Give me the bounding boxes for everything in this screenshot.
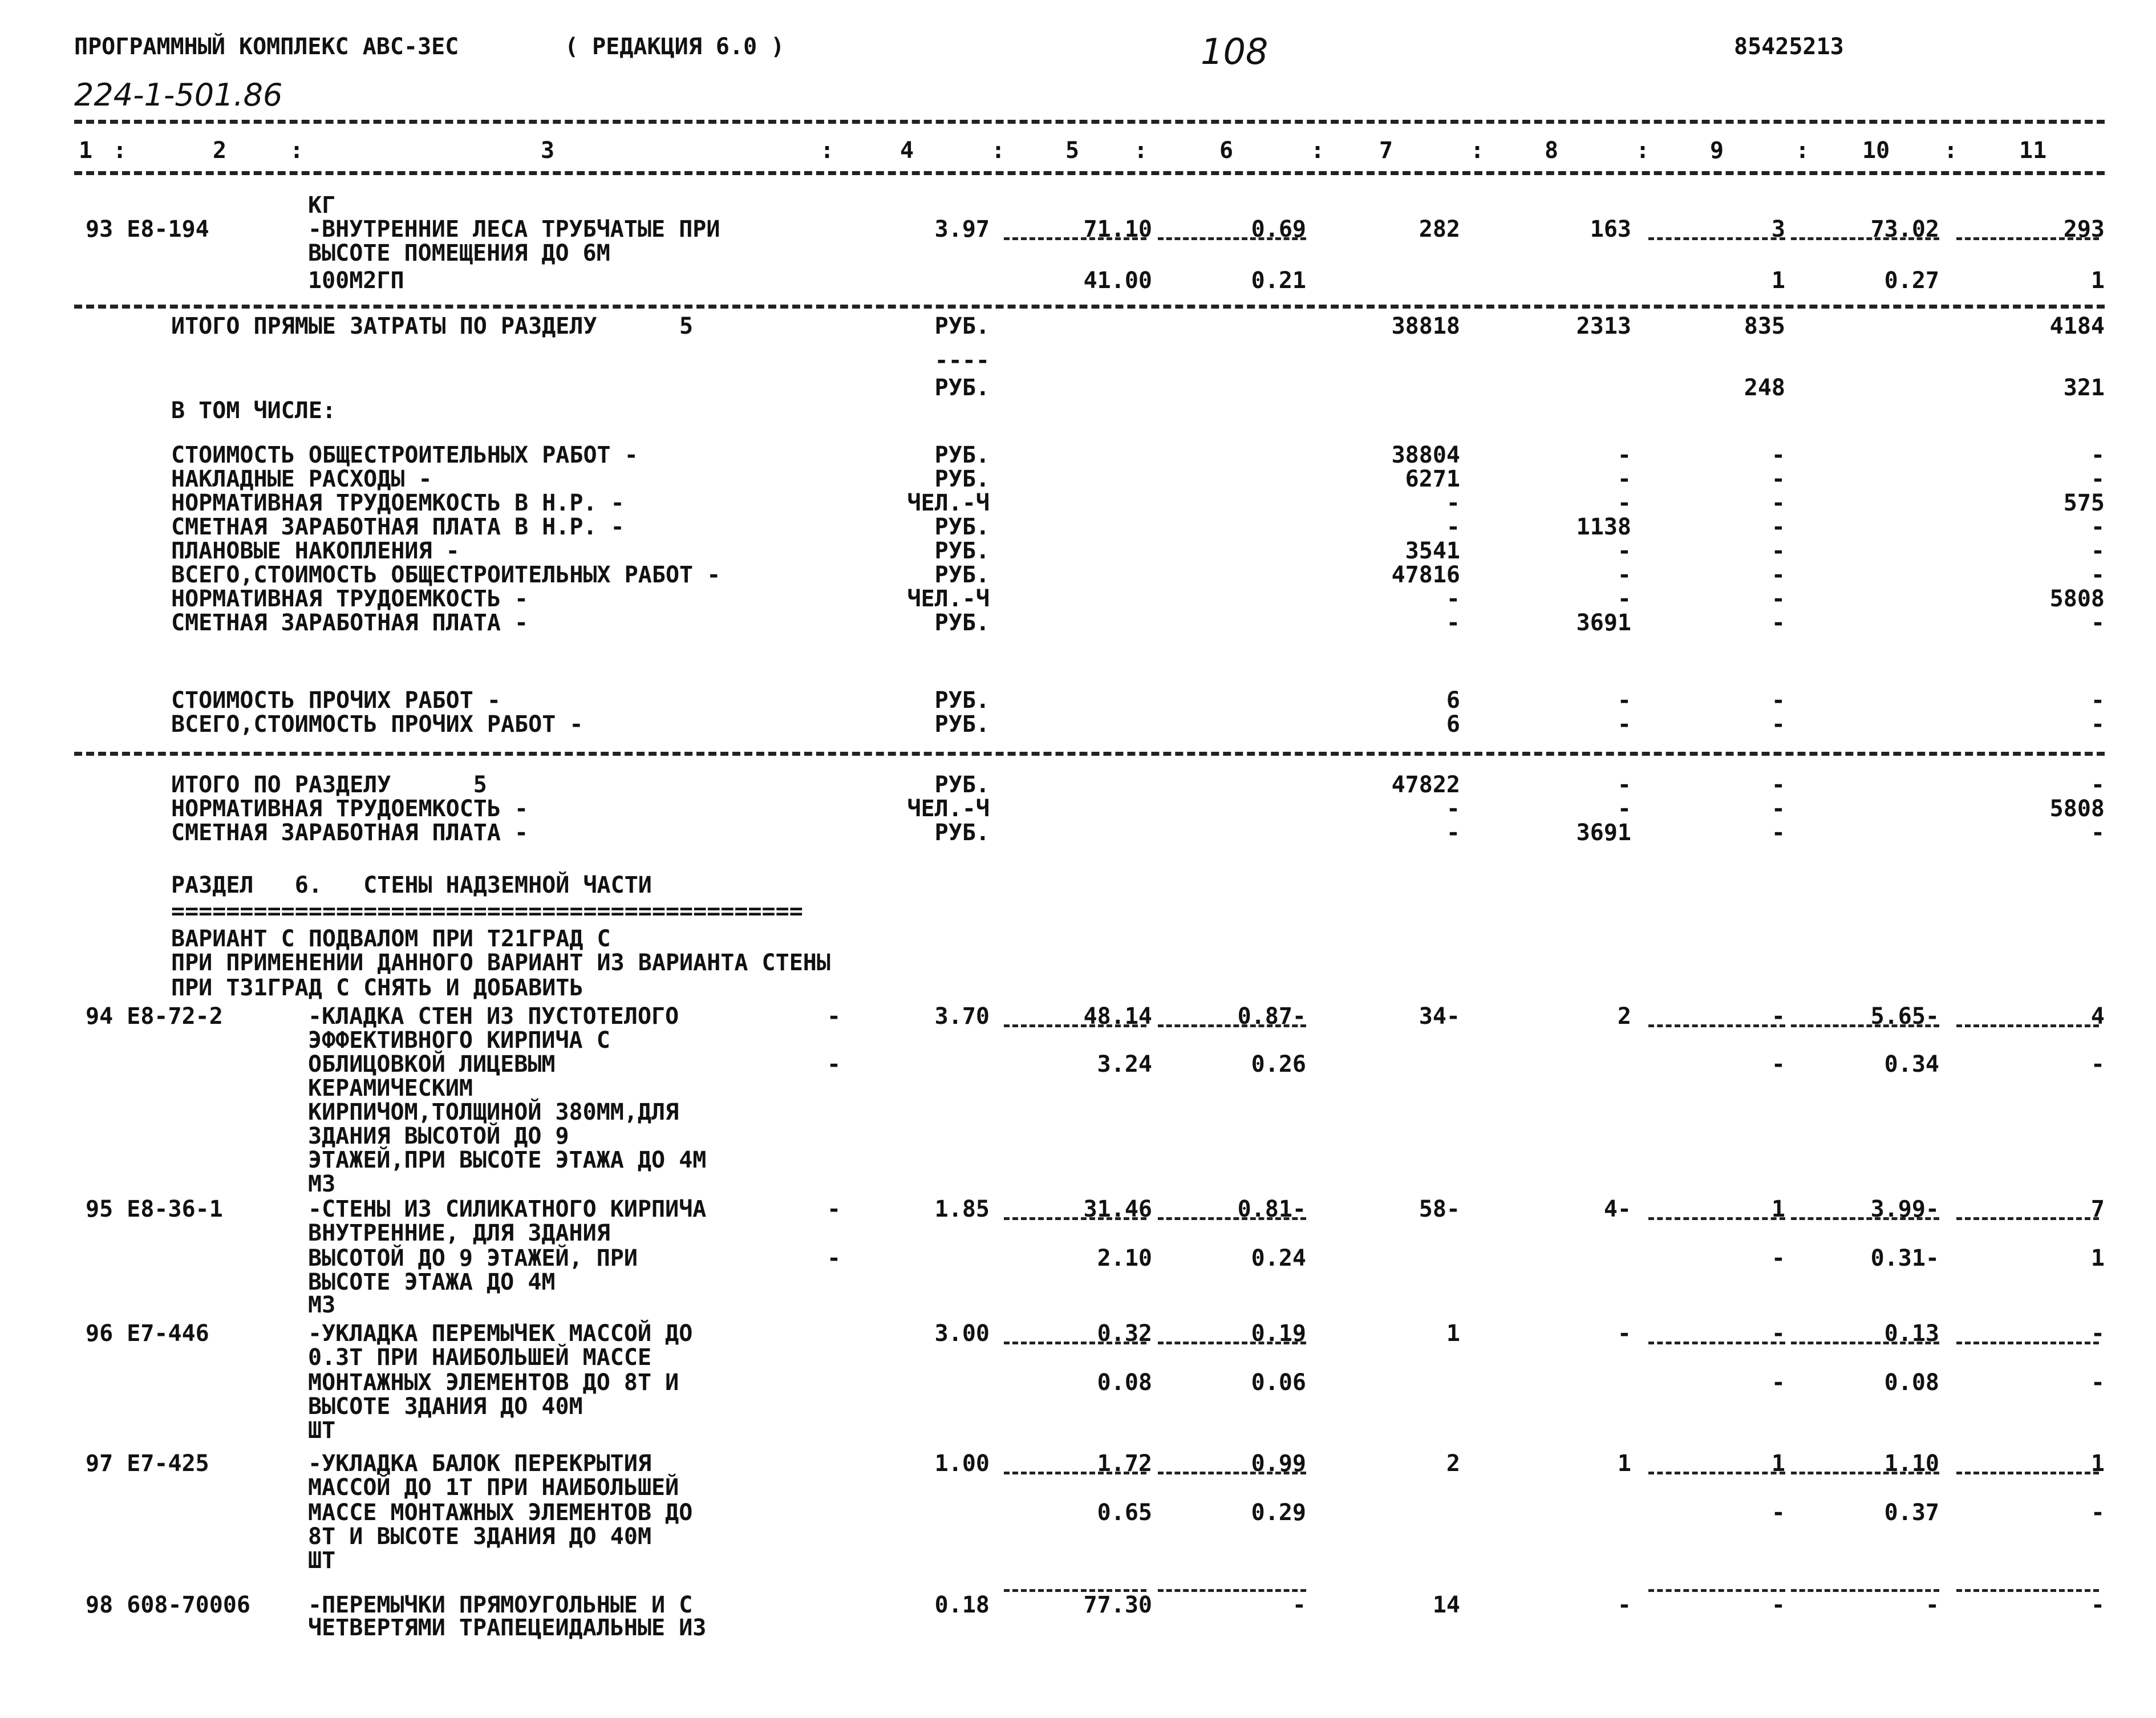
cell-col-3: ЗДАНИЯ ВЫСОТОЙ ДО 9 xyxy=(308,1123,569,1149)
cell-col-9: - xyxy=(1771,1592,1785,1618)
cell-col-8: - xyxy=(1617,490,1631,516)
row-code: 94 Е8-72-2 xyxy=(86,1003,223,1030)
cell-col-11: 1 xyxy=(2090,1450,2105,1477)
cell-col-4: РУБ. xyxy=(934,442,990,468)
cell-col-4: РУБ. xyxy=(934,610,990,636)
cell-col-4: ---- xyxy=(934,347,990,374)
cell-col-7: 1 xyxy=(1446,1320,1460,1347)
cell-col-3: КЕРАМИЧЕСКИМ xyxy=(308,1075,473,1101)
cell-col-3b: - xyxy=(827,1245,841,1271)
subtotal-separator xyxy=(1004,1217,1146,1220)
cell-col-8: 163 xyxy=(1590,216,1631,242)
cell-col-10: 0.27 xyxy=(1884,268,1939,294)
cell-col-8: 3691 xyxy=(1576,610,1631,636)
cell-col-8: 1138 xyxy=(1576,514,1631,540)
cell-col-8: - xyxy=(1617,442,1631,468)
summary-label: ПРИ Т31ГРАД С СНЯТЬ И ДОБАВИТЬ xyxy=(171,975,583,1001)
cell-col-9: - xyxy=(1771,1369,1785,1396)
subtotal-separator xyxy=(1956,237,2099,240)
cell-col-5: 0.32 xyxy=(1097,1320,1152,1347)
cell-col-4: ЧЕЛ.-Ч xyxy=(907,490,990,516)
row-code: 93 Е8-194 xyxy=(86,216,209,242)
subtotal-separator xyxy=(1004,1024,1146,1027)
cell-col-3: МАССОЙ ДО 1Т ПРИ НАИБОЛЬШЕЙ xyxy=(308,1474,679,1501)
summary-label: РАЗДЕЛ 6. СТЕНЫ НАДЗЕМНОЙ ЧАСТИ xyxy=(171,872,652,898)
summary-label: ПРИ ПРИМЕНЕНИИ ДАННОГО ВАРИАНТ ИЗ ВАРИАНТА СТЕНЫ xyxy=(171,950,830,976)
cell-col-10: 0.08 xyxy=(1884,1369,1939,1396)
cell-col-9: - xyxy=(1771,1320,1785,1347)
subtotal-separator xyxy=(1648,237,1785,240)
cell-col-5: 48.14 xyxy=(1083,1003,1152,1030)
summary-label: НОРМАТИВНАЯ ТРУДОЕМКОСТЬ В Н.Р. - xyxy=(171,490,625,516)
cell-col-6: 0.19 xyxy=(1251,1320,1306,1347)
handwritten-document-number: 224-1-501.86 xyxy=(74,77,283,113)
cell-col-7: 58- xyxy=(1419,1196,1460,1222)
cell-col-3: -ВНУТРЕННИЕ ЛЕСА ТРУБЧАТЫЕ ПРИ xyxy=(308,216,720,242)
cell-col-3: -УКЛАДКА ПЕРЕМЫЧЕК МАССОЙ ДО xyxy=(308,1320,693,1347)
cell-col-3: 8Т И ВЫСОТЕ ЗДАНИЯ ДО 40М xyxy=(308,1523,652,1550)
cell-col-11: 321 xyxy=(2063,375,2105,401)
column-divider: : xyxy=(820,137,834,164)
cell-col-9: - xyxy=(1771,442,1785,468)
subtotal-separator xyxy=(1004,1342,1146,1344)
cell-col-4: РУБ. xyxy=(934,375,990,401)
cell-col-10: 5.65- xyxy=(1870,1003,1939,1030)
cell-col-11: 4184 xyxy=(2049,313,2105,339)
subtotal-separator xyxy=(1004,1589,1146,1592)
cell-col-11: 4 xyxy=(2090,1003,2105,1030)
cell-col-8: 4- xyxy=(1603,1196,1631,1222)
cell-col-3: МОНТАЖНЫХ ЭЛЕМЕНТОВ ДО 8Т И xyxy=(308,1369,679,1396)
cell-col-4: РУБ. xyxy=(934,820,990,846)
cell-col-9: - xyxy=(1771,538,1785,564)
page-number: 108 xyxy=(1201,31,1269,72)
cell-col-11: - xyxy=(2090,610,2105,636)
cell-col-4: РУБ. xyxy=(934,687,990,714)
row-code: 96 Е7-446 xyxy=(86,1320,209,1347)
cell-col-3: М3 xyxy=(308,1292,336,1318)
cell-col-9: - xyxy=(1771,711,1785,738)
cell-col-3: ЧЕТВЕРТЯМИ ТРАПЕЦЕИДАЛЬНЫЕ ИЗ xyxy=(308,1615,707,1641)
cell-col-7: 2 xyxy=(1446,1450,1460,1477)
summary-label: ВАРИАНТ С ПОДВАЛОМ ПРИ Т21ГРАД С xyxy=(171,926,611,952)
summary-label: ============================================== xyxy=(171,898,803,925)
cell-col-7: - xyxy=(1446,820,1460,846)
cell-col-8: - xyxy=(1617,1320,1631,1347)
cell-col-11: - xyxy=(2090,711,2105,738)
cell-col-11: - xyxy=(2090,820,2105,846)
subtotal-separator xyxy=(1158,237,1306,240)
cell-col-4: РУБ. xyxy=(934,772,990,798)
cell-col-3: ОБЛИЦОВКОЙ ЛИЦЕВЫМ xyxy=(308,1051,556,1077)
cell-col-9: - xyxy=(1771,772,1785,798)
column-header-1: 1 xyxy=(78,137,93,164)
cell-col-7: 6 xyxy=(1446,711,1460,738)
cell-col-6: 0.06 xyxy=(1251,1369,1306,1396)
column-divider: : xyxy=(1635,137,1650,164)
cell-col-4: РУБ. xyxy=(934,466,990,492)
cell-col-4: РУБ. xyxy=(934,562,990,588)
cell-col-5: 2.10 xyxy=(1097,1245,1152,1271)
summary-label: ПЛАНОВЫЕ НАКОПЛЕНИЯ - xyxy=(171,538,460,564)
cell-col-3: ВЫСОТЕ ПОМЕЩЕНИЯ ДО 6М xyxy=(308,240,610,266)
column-header-4: 4 xyxy=(899,137,914,164)
cell-col-8: 2313 xyxy=(1576,313,1631,339)
column-header-8: 8 xyxy=(1544,137,1559,164)
column-header-10: 10 xyxy=(1862,137,1890,164)
cell-col-11: - xyxy=(2090,687,2105,714)
cell-col-4: РУБ. xyxy=(934,514,990,540)
cell-col-6: 0.21 xyxy=(1251,268,1306,294)
cell-col-5: 1.72 xyxy=(1097,1450,1152,1477)
cell-col-11: 1 xyxy=(2090,268,2105,294)
cell-col-7: 6 xyxy=(1446,687,1460,714)
document-code: 85425213 xyxy=(1734,34,1844,60)
subtotal-separator xyxy=(1956,1472,2099,1474)
cell-col-3: -ПЕРЕМЫЧКИ ПРЯМОУГОЛЬНЫЕ И С xyxy=(308,1592,693,1618)
cell-col-3: -СТЕНЫ ИЗ СИЛИКАТНОГО КИРПИЧА xyxy=(308,1196,707,1222)
column-header-6: 6 xyxy=(1219,137,1234,164)
cell-col-9: - xyxy=(1771,466,1785,492)
summary-label: НОРМАТИВНАЯ ТРУДОЕМКОСТЬ - xyxy=(171,796,529,822)
cell-col-9: - xyxy=(1771,490,1785,516)
section-separator xyxy=(74,305,2105,309)
cell-col-8: - xyxy=(1617,772,1631,798)
column-header-5: 5 xyxy=(1065,137,1080,164)
cell-col-7: 3541 xyxy=(1405,538,1460,564)
cell-col-7: 47822 xyxy=(1391,772,1460,798)
subtotal-separator xyxy=(1158,1024,1306,1027)
cell-col-10: 0.31- xyxy=(1870,1245,1939,1271)
cell-col-11: - xyxy=(2090,466,2105,492)
subtotal-separator xyxy=(1158,1589,1306,1592)
cell-col-9: 835 xyxy=(1744,313,1785,339)
cell-col-4: РУБ. xyxy=(934,313,990,339)
cell-col-5: 71.10 xyxy=(1083,216,1152,242)
column-divider: : xyxy=(289,137,304,164)
cell-col-11: - xyxy=(2090,562,2105,588)
cell-col-10: 1.10 xyxy=(1884,1450,1939,1477)
cell-col-8: 1 xyxy=(1617,1450,1631,1477)
cell-col-9: 1 xyxy=(1771,1196,1785,1222)
cell-col-8: - xyxy=(1617,687,1631,714)
cell-col-6: 0.29 xyxy=(1251,1500,1306,1526)
cell-col-3: ВЫСОТЕ ЗДАНИЯ ДО 40М xyxy=(308,1393,583,1420)
cell-col-6: 0.81- xyxy=(1237,1196,1306,1222)
cell-col-7: 34- xyxy=(1419,1003,1460,1030)
subtotal-separator xyxy=(1791,1342,1939,1344)
cell-col-7: 38818 xyxy=(1391,313,1460,339)
cell-col-7: - xyxy=(1446,490,1460,516)
summary-label: СТОИМОСТЬ ОБЩЕСТРОИТЕЛЬНЫХ РАБОТ - xyxy=(171,442,638,468)
cell-col-3b: - xyxy=(827,1003,841,1030)
subtotal-separator xyxy=(1004,237,1146,240)
cell-col-5: 41.00 xyxy=(1083,268,1152,294)
subtotal-separator xyxy=(1956,1217,2099,1220)
cell-col-8: - xyxy=(1617,466,1631,492)
cell-col-9: - xyxy=(1771,1500,1785,1526)
cell-col-9: - xyxy=(1771,820,1785,846)
cell-col-7: - xyxy=(1446,586,1460,612)
cell-col-9: - xyxy=(1771,1003,1785,1030)
cell-col-5: 0.08 xyxy=(1097,1369,1152,1396)
cell-col-11: 5808 xyxy=(2049,796,2105,822)
subtotal-separator xyxy=(1791,1472,1939,1474)
summary-label: СМЕТНАЯ ЗАРАБОТНАЯ ПЛАТА - xyxy=(171,610,529,636)
cell-col-11: 575 xyxy=(2063,490,2105,516)
cell-col-7: - xyxy=(1446,796,1460,822)
cell-col-9: - xyxy=(1771,796,1785,822)
cell-col-3: ЭТАЖЕЙ,ПРИ ВЫСОТЕ ЭТАЖА ДО 4М xyxy=(308,1147,707,1173)
cell-col-9: - xyxy=(1771,562,1785,588)
cell-col-6: 0.69 xyxy=(1251,216,1306,242)
cell-col-9: 1 xyxy=(1771,1450,1785,1477)
cell-col-9: - xyxy=(1771,687,1785,714)
table-top-rule xyxy=(74,120,2105,124)
cell-col-6: 0.87- xyxy=(1237,1003,1306,1030)
row-code: 98 608-70006 xyxy=(86,1592,250,1618)
cell-col-8: - xyxy=(1617,711,1631,738)
cell-col-4: РУБ. xyxy=(934,711,990,738)
summary-label: ВСЕГО,СТОИМОСТЬ ПРОЧИХ РАБОТ - xyxy=(171,711,583,738)
cell-col-4: 1.85 xyxy=(934,1196,990,1222)
section-separator xyxy=(74,752,2105,756)
cell-col-11: - xyxy=(2090,442,2105,468)
cell-col-7: 47816 xyxy=(1391,562,1460,588)
column-header-2: 2 xyxy=(212,137,227,164)
row-code: 97 Е7-425 xyxy=(86,1450,209,1477)
column-divider: : xyxy=(1310,137,1325,164)
cell-col-11: 7 xyxy=(2090,1196,2105,1222)
edition-label: ( РЕДАКЦИЯ 6.0 ) xyxy=(565,34,785,60)
cell-col-9: 1 xyxy=(1771,268,1785,294)
cell-col-3: КИРПИЧОМ,ТОЛЩИНОЙ 380ММ,ДЛЯ xyxy=(308,1099,679,1125)
cell-col-3: ШТ xyxy=(308,1417,336,1444)
cell-col-9: - xyxy=(1771,514,1785,540)
subtotal-separator xyxy=(1004,1472,1146,1474)
subtotal-separator xyxy=(1648,1217,1785,1220)
summary-label: СТОИМОСТЬ ПРОЧИХ РАБОТ - xyxy=(171,687,501,714)
cell-col-4: 3.70 xyxy=(934,1003,990,1030)
cell-col-10: 73.02 xyxy=(1870,216,1939,242)
cell-col-5: 77.30 xyxy=(1083,1592,1152,1618)
summary-label: СМЕТНАЯ ЗАРАБОТНАЯ ПЛАТА В Н.Р. - xyxy=(171,514,625,540)
cell-col-10: 3.99- xyxy=(1870,1196,1939,1222)
column-divider: : xyxy=(1133,137,1148,164)
column-header-7: 7 xyxy=(1379,137,1393,164)
summary-label: ИТОГО ПО РАЗДЕЛУ 5 xyxy=(171,772,487,798)
subtotal-separator xyxy=(1791,1024,1939,1027)
cell-col-8: - xyxy=(1617,796,1631,822)
cell-col-11: 293 xyxy=(2063,216,2105,242)
cell-col-10: 0.37 xyxy=(1884,1500,1939,1526)
cell-col-7: 38804 xyxy=(1391,442,1460,468)
subtotal-separator xyxy=(1158,1342,1306,1344)
subtotal-separator xyxy=(1791,1217,1939,1220)
cell-col-6: 0.24 xyxy=(1251,1245,1306,1271)
column-divider: : xyxy=(112,137,127,164)
cell-col-7: 6271 xyxy=(1405,466,1460,492)
cell-col-11: - xyxy=(2090,1320,2105,1347)
cell-col-11: - xyxy=(2090,1592,2105,1618)
table-header-rule xyxy=(74,171,2105,175)
row-code: 95 Е8-36-1 xyxy=(86,1196,223,1222)
column-header-3: 3 xyxy=(540,137,555,164)
cell-col-7: 282 xyxy=(1419,216,1460,242)
program-title: ПРОГРАММНЫЙ КОМПЛЕКС АВС-3ЕС xyxy=(74,34,459,60)
cell-col-9: 248 xyxy=(1744,375,1785,401)
summary-label: В ТОМ ЧИСЛЕ: xyxy=(171,398,336,424)
column-divider: : xyxy=(1795,137,1810,164)
cell-col-3: М3 xyxy=(308,1171,336,1197)
cell-col-4: ЧЕЛ.-Ч xyxy=(907,796,990,822)
subtotal-separator xyxy=(1158,1217,1306,1220)
cell-col-11: - xyxy=(2090,514,2105,540)
cell-col-9: - xyxy=(1771,610,1785,636)
cell-col-3: ВЫСОТОЙ ДО 9 ЭТАЖЕЙ, ПРИ xyxy=(308,1245,638,1271)
cell-col-3: 100М2ГП xyxy=(308,268,404,294)
cell-col-4: 0.18 xyxy=(934,1592,990,1618)
cell-col-7: 14 xyxy=(1432,1592,1460,1618)
cell-col-3b: - xyxy=(827,1051,841,1077)
subtotal-separator xyxy=(1791,1589,1939,1592)
subtotal-separator xyxy=(1648,1589,1785,1592)
summary-label: НАКЛАДНЫЕ РАСХОДЫ - xyxy=(171,466,432,492)
cell-col-3: 0.3Т ПРИ НАИБОЛЬШЕЙ МАССЕ xyxy=(308,1344,652,1371)
cell-col-5: 31.46 xyxy=(1083,1196,1152,1222)
cell-col-6: 0.26 xyxy=(1251,1051,1306,1077)
cell-col-11: - xyxy=(2090,538,2105,564)
cell-col-6: 0.99 xyxy=(1251,1450,1306,1477)
cell-col-8: - xyxy=(1617,538,1631,564)
cell-col-3: МАССЕ МОНТАЖНЫХ ЭЛЕМЕНТОВ ДО xyxy=(308,1500,693,1526)
cell-col-5: 3.24 xyxy=(1097,1051,1152,1077)
column-divider: : xyxy=(991,137,1006,164)
cell-col-3: КГ xyxy=(308,192,336,218)
summary-label: ИТОГО ПРЯМЫЕ ЗАТРАТЫ ПО РАЗДЕЛУ 5 xyxy=(171,313,694,339)
cell-col-8: - xyxy=(1617,586,1631,612)
cell-col-8: 2 xyxy=(1617,1003,1631,1030)
cell-col-10: 0.34 xyxy=(1884,1051,1939,1077)
cell-col-7: - xyxy=(1446,610,1460,636)
cell-col-3: -УКЛАДКА БАЛОК ПЕРЕКРЫТИЯ xyxy=(308,1450,652,1477)
cell-col-8: - xyxy=(1617,562,1631,588)
summary-label: ВСЕГО,СТОИМОСТЬ ОБЩЕСТРОИТЕЛЬНЫХ РАБОТ - xyxy=(171,562,721,588)
cell-col-11: 1 xyxy=(2090,1245,2105,1271)
subtotal-separator xyxy=(1648,1342,1785,1344)
cell-col-11: - xyxy=(2090,1051,2105,1077)
column-divider: : xyxy=(1943,137,1958,164)
cell-col-5: 0.65 xyxy=(1097,1500,1152,1526)
cell-col-11: - xyxy=(2090,772,2105,798)
column-header-9: 9 xyxy=(1709,137,1724,164)
column-divider: : xyxy=(1470,137,1485,164)
cell-col-10: 0.13 xyxy=(1884,1320,1939,1347)
cell-col-3: ВНУТРЕННИЕ, ДЛЯ ЗДАНИЯ xyxy=(308,1220,610,1246)
cell-col-8: - xyxy=(1617,1592,1631,1618)
cell-col-11: - xyxy=(2090,1500,2105,1526)
subtotal-separator xyxy=(1648,1472,1785,1474)
cell-col-3b: - xyxy=(827,1196,841,1222)
cell-col-11: 5808 xyxy=(2049,586,2105,612)
column-header-11: 11 xyxy=(2019,137,2047,164)
cell-col-4: 1.00 xyxy=(934,1450,990,1477)
cell-col-10: - xyxy=(1925,1592,1939,1618)
summary-label: СМЕТНАЯ ЗАРАБОТНАЯ ПЛАТА - xyxy=(171,820,529,846)
cell-col-3: ЭФФЕКТИВНОГО КИРПИЧА С xyxy=(308,1027,610,1054)
subtotal-separator xyxy=(1956,1589,2099,1592)
cell-col-3: -КЛАДКА СТЕН ИЗ ПУСТОТЕЛОГО xyxy=(308,1003,679,1030)
cell-col-4: ЧЕЛ.-Ч xyxy=(907,586,990,612)
subtotal-separator xyxy=(1648,1024,1785,1027)
cell-col-9: 3 xyxy=(1771,216,1785,242)
subtotal-separator xyxy=(1956,1024,2099,1027)
cell-col-4: 3.97 xyxy=(934,216,990,242)
cell-col-3: ШТ xyxy=(308,1547,336,1574)
cell-col-9: - xyxy=(1771,1051,1785,1077)
subtotal-separator xyxy=(1956,1342,2099,1344)
cell-col-4: 3.00 xyxy=(934,1320,990,1347)
cell-col-9: - xyxy=(1771,586,1785,612)
cell-col-3: ВЫСОТЕ ЭТАЖА ДО 4М xyxy=(308,1269,556,1295)
cell-col-8: 3691 xyxy=(1576,820,1631,846)
subtotal-separator xyxy=(1158,1472,1306,1474)
subtotal-separator xyxy=(1791,237,1939,240)
cell-col-6: - xyxy=(1292,1592,1306,1618)
cell-col-11: - xyxy=(2090,1369,2105,1396)
cell-col-9: - xyxy=(1771,1245,1785,1271)
summary-label: НОРМАТИВНАЯ ТРУДОЕМКОСТЬ - xyxy=(171,586,529,612)
cell-col-4: РУБ. xyxy=(934,538,990,564)
cell-col-7: - xyxy=(1446,514,1460,540)
